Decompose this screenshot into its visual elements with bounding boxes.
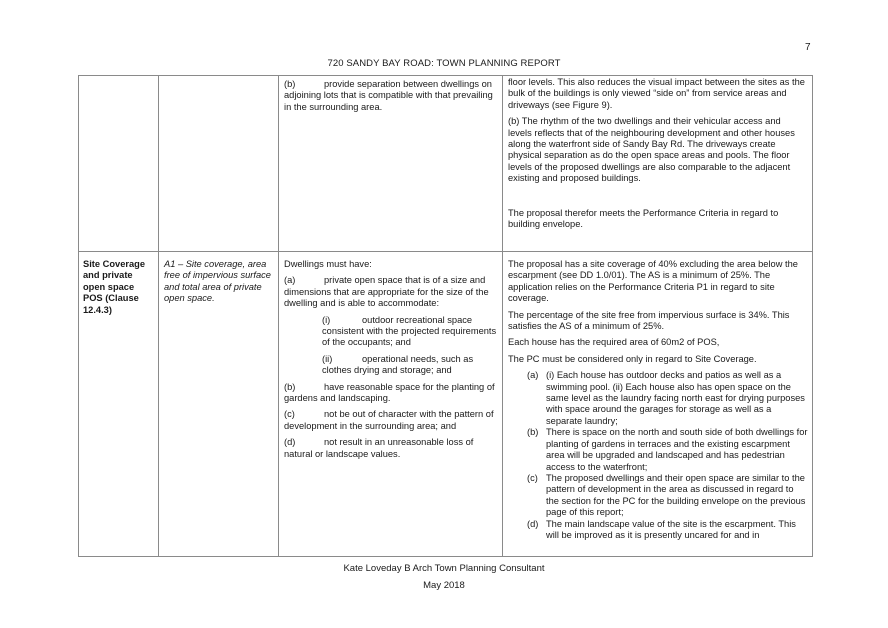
acceptable-solution-text: A1 – Site coverage, area free of impervious surface and total area of private open space. bbox=[164, 259, 271, 304]
item-label: (b) bbox=[284, 79, 296, 89]
response-list bbox=[508, 370, 808, 541]
page-number: 7 bbox=[805, 42, 811, 53]
item-text: not be out of character with the pattern bbox=[324, 409, 484, 420]
table-bottom-border bbox=[78, 556, 813, 557]
response-paragraph: The percentage of the site free from impervious surface is 34%. This satisfies the AS of a minimum of 25%. bbox=[508, 309, 790, 332]
item-text: not result in an unreasonable loss of bbox=[324, 437, 474, 448]
row1-requirement-cell bbox=[284, 79, 496, 113]
row-divider bbox=[78, 251, 813, 252]
requirement-subitem-ii bbox=[284, 354, 498, 377]
footer-author: Kate Loveday B Arch Town Planning Consultant bbox=[343, 563, 545, 574]
response-item-b bbox=[508, 427, 808, 473]
item-text-rest: of gardens and landscaping. bbox=[284, 381, 495, 404]
item-label: (c) bbox=[527, 472, 538, 483]
response-paragraph: Each house has the required area of 60m2 of POS, bbox=[508, 337, 720, 348]
item-text-rest: of development in the surrounding area; and bbox=[284, 409, 494, 431]
response-paragraph: The proposal has a site coverage of 40% excluding the area below the escarpment (see DD 1.0/01). The AS is a minimum of 25%. The application relies on the Performance Criteria P1 in regard to site coverage. bbox=[508, 259, 798, 304]
item-label: (i) bbox=[322, 314, 331, 325]
response-item-d bbox=[508, 519, 808, 542]
item-text-rest: on adjoining lots that is compatible with that prevailing in the surrounding area. bbox=[284, 79, 493, 112]
item-text: private open space that is of a size and bbox=[324, 275, 486, 286]
item-label: (a) bbox=[527, 370, 539, 381]
report-header: 720 SANDY BAY ROAD: TOWN PLANNING REPORT bbox=[327, 58, 561, 69]
criterion-title: Site Coverage and private open space POS (Clause 12.4.3) bbox=[83, 259, 146, 315]
item-text-rest: natural or landscape values. bbox=[284, 448, 401, 459]
row1-response-cell bbox=[508, 77, 805, 230]
requirement-item-d bbox=[284, 437, 498, 460]
response-paragraph: floor levels. This also reduces the visual impact between the sites as the bulk of the buildings is only viewed “side on” from service areas and driveways (see Figure 9). bbox=[508, 77, 805, 110]
item-label: (b) bbox=[527, 427, 539, 438]
column-divider-3 bbox=[502, 75, 503, 557]
item-label: (c) bbox=[284, 409, 295, 420]
item-text: have reasonable space for the planting bbox=[324, 381, 485, 392]
item-label: (b) bbox=[284, 381, 296, 392]
requirement-item-b bbox=[284, 382, 498, 405]
requirement-intro: Dwellings must have: bbox=[284, 259, 372, 269]
item-text: There is space on the north and south side of both dwellings for planting of gardens in terraces and the existing escarpment area will be upgraded and landscaped and has pedestrian access to the waterfront; bbox=[546, 427, 808, 472]
footer-date: May 2018 bbox=[423, 580, 465, 591]
column-divider-1 bbox=[158, 75, 159, 557]
row2-criterion-cell bbox=[83, 259, 153, 316]
item-text: (i) Each house has outdoor decks and patios as well as a swimming pool. (ii) Each house also has open space on the same level as the laundry facing north east for drying purposes with space around the garages for storage as well as a separate laundry; bbox=[546, 370, 805, 426]
item-text-rest: consistent with the projected requirements of the occupants; and bbox=[322, 326, 497, 348]
item-label: (a) bbox=[284, 275, 296, 286]
row2-response-cell bbox=[508, 259, 808, 541]
column-divider-2 bbox=[278, 75, 279, 557]
item-text-rest: dimensions that are appropriate for the size of the dwelling and is able to accommodate: bbox=[284, 286, 489, 309]
response-paragraph: The proposal therefor meets the Performance Criteria in regard to building envelope. bbox=[508, 207, 779, 230]
item-text-rest: clothes drying and storage; and bbox=[322, 365, 452, 376]
response-paragraph: (b) The rhythm of the two dwellings and their vehicular access and levels reflects that of the neighbouring development and other houses along the waterfront side of Sandy Bay Rd. The driveways create physical separation as do the open space areas and pools. The floor levels of the proposed dwellings are also comparable to the adjacent existing and proposed buildings. bbox=[508, 116, 795, 184]
item-text: operational needs, such as bbox=[362, 353, 474, 364]
response-item-a bbox=[508, 370, 808, 427]
response-paragraph: The PC must be considered only in regard to Site Coverage. bbox=[508, 353, 757, 364]
item-label: (d) bbox=[284, 437, 296, 448]
item-text: outdoor recreational space bbox=[362, 314, 473, 325]
requirement-subitem-i bbox=[284, 315, 498, 349]
requirement-item-c bbox=[284, 409, 498, 432]
item-text: The proposed dwellings and their open space are similar to the pattern of development in the area as discussed in regard to the section for the PC for the building envelope on the previous page of this report; bbox=[546, 472, 806, 518]
item-label: (ii) bbox=[322, 353, 333, 364]
table-left-border bbox=[78, 75, 79, 557]
item-text: provide separation between dwellings bbox=[324, 79, 480, 89]
item-text: The main landscape value of the site is the escarpment. This will be improved as it is presently uncared for and in bbox=[546, 518, 796, 540]
requirement-item-b bbox=[284, 79, 496, 113]
table-top-border bbox=[78, 75, 813, 76]
row2-requirement-cell bbox=[284, 259, 498, 460]
row2-acceptable-solution-cell bbox=[164, 259, 274, 305]
item-label: (d) bbox=[527, 518, 539, 529]
table-right-border bbox=[812, 75, 813, 557]
requirement-item-a bbox=[284, 275, 498, 309]
response-item-c bbox=[508, 473, 808, 519]
